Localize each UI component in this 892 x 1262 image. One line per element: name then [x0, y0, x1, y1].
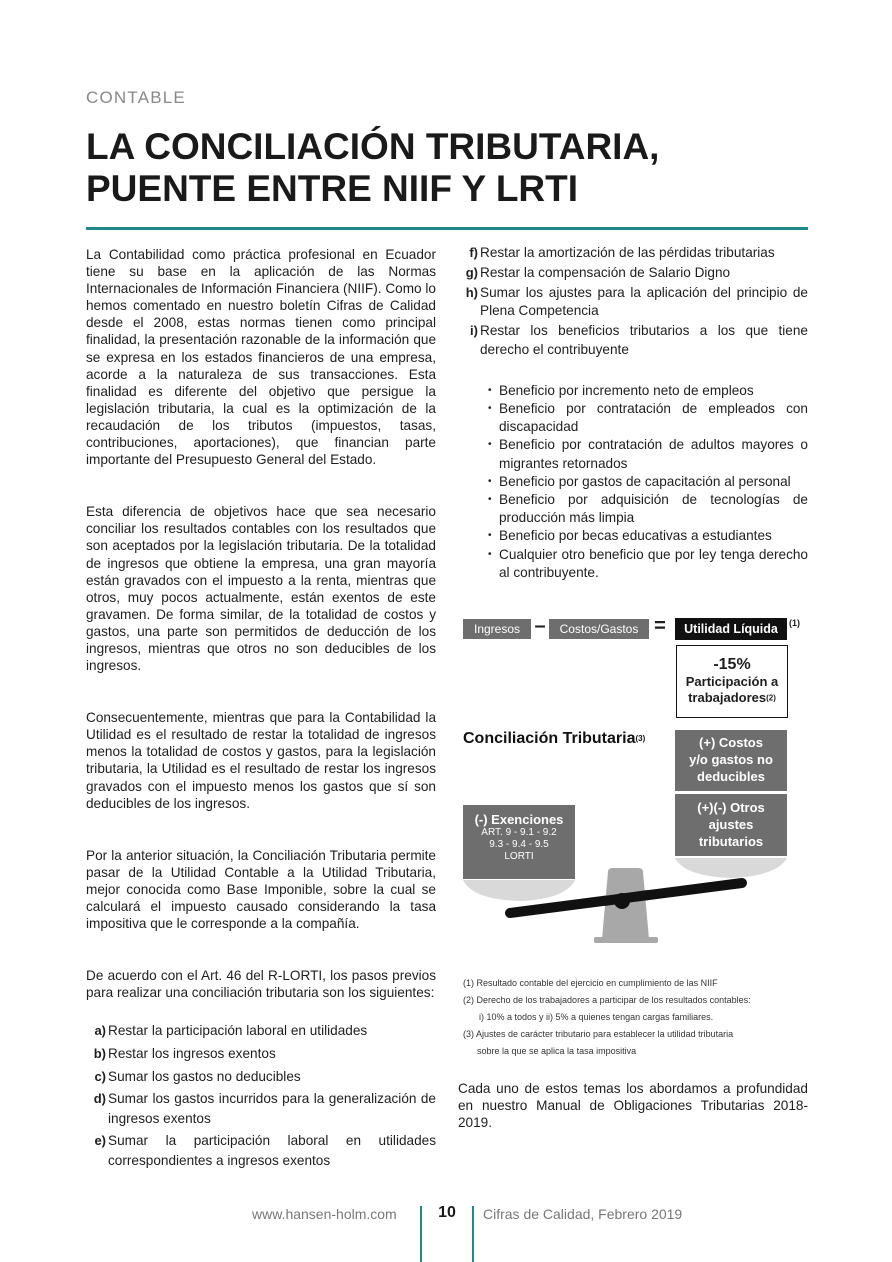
list-key: e): [94, 1133, 106, 1149]
benefits-list: [488, 382, 808, 582]
list-text: Sumar los gastos no deducibles: [108, 1068, 301, 1084]
participacion-box: -15% Participación a trabajadores(2): [676, 645, 788, 718]
conciliacion-label: Conciliación Tributaria$^{(3)}$: [463, 730, 646, 747]
list-item: [86, 1089, 436, 1128]
paragraph: La Contabilidad como práctica profesional en Ecuador tiene su base en la aplicación de las Normas Internacionales de Información Financiera (NIIF). Como lo hemos comentado en nuestro boletín Cifras de Calidad desde el 2008, estas normas tienen como principal finalidad, la presentación razonable de la información que se expresa en los estados financieros de una empresa, acorde a la naturaleza de sus transacciones. Esta finalidad es diferente del objetivo que persigue la legislación tributaria, la cual es la optimización de la recaudación de los tributos (impuestos, tasas, contribuciones, aportaciones), que financian parte importante del Presupuesto General del Estado.: [86, 247, 436, 468]
costos-no-deducibles-box: (+) Costos y/o gastos no deducibles: [675, 730, 787, 791]
minus-sign: –: [534, 615, 546, 637]
list-item: [86, 1044, 436, 1064]
closing-paragraph: Cada uno de estos temas los abordamos a profundidad en nuestro Manual de Obligaciones Tributarias 2018-2019.: [458, 1081, 808, 1131]
scale-fulcrum: [602, 868, 649, 939]
list-key: a): [94, 1023, 106, 1039]
page-title: [86, 126, 806, 210]
footer-divider: [472, 1206, 474, 1262]
list-key: c): [94, 1068, 106, 1084]
bullet-icon: •: [488, 402, 492, 414]
bullet-icon: •: [488, 384, 492, 396]
list-item: [86, 1131, 436, 1170]
benefit-item: [488, 546, 808, 582]
paragraph: Por la anterior situación, la Conciliación Tributaria permite pasar de la Utilidad Contable a la Utilidad Tributaria, mejor conocida como Base Imponible, sobre la cual se calculará el impuesto causado considerando la tasa impositiva que le corresponde a la compañía.: [86, 847, 436, 932]
list-text: Restar los ingresos exentos: [108, 1045, 276, 1061]
right-column: [458, 244, 808, 582]
equals-sign: =: [654, 615, 666, 637]
benefit-item: [488, 400, 808, 436]
footnote: (1) Resultado contable del ejercicio en cumplimiento de las NIIF: [463, 978, 718, 988]
benefit-text: Cualquier otro beneficio que por ley tenga derecho al contribuyente.: [499, 546, 808, 580]
scale-pivot: [614, 893, 630, 909]
paragraph: Consecuentemente, mientras que para la Contabilidad la Utilidad es el resultado de restar la totalidad de ingresos menos la totalidad de costos y gastos, para la legislación tributaria, la Utilidad es el resultado de restar los ingresos gravados con el impuesto menos los gastos que sí son deducibles de los ingresos.: [86, 710, 436, 811]
bullet-icon: •: [488, 548, 492, 560]
footer-website[interactable]: www.hansen-holm.com: [252, 1206, 397, 1222]
ingresos-box: Ingresos: [463, 619, 531, 639]
paragraph: De acuerdo con el Art. 46 del R-LORTI, los pasos previos para realizar una conciliación tributaria son los siguientes:: [86, 968, 436, 1001]
footnotes: [463, 978, 808, 1063]
list-key: i): [470, 323, 478, 339]
benefit-item: [488, 527, 808, 545]
title-divider: [86, 227, 808, 230]
list-text: Restar la compensación de Salario Digno: [480, 264, 731, 280]
bullet-icon: •: [488, 530, 492, 542]
list-text: Restar los beneficios tributarios a los que tiene derecho el contribuyente: [480, 323, 808, 357]
scale-plate-left: [463, 880, 575, 901]
list-text: Sumar los ajustes para la aplicación del principio de Plena Competencia: [480, 284, 808, 319]
list-item: [86, 1067, 436, 1087]
benefit-text: Beneficio por adquisición de tecnologías de producción más limpia: [499, 492, 808, 526]
benefit-text: Beneficio por contratación de adultos mayores o migrantes retornados: [499, 437, 808, 471]
benefit-item: [488, 436, 808, 472]
benefit-text: Beneficio por becas educativas a estudiantes: [499, 528, 772, 544]
list-text: Sumar los gastos incurridos para la generalización de ingresos exentos: [108, 1091, 436, 1126]
page-number: 10: [438, 1204, 456, 1221]
costos-gastos-box: Costos/Gastos: [549, 619, 649, 639]
steps-list: [86, 1021, 436, 1170]
benefit-item: [488, 491, 808, 527]
scale-beam: [510, 883, 742, 913]
list-key: f): [469, 245, 478, 260]
scale-plate-right: [675, 858, 787, 878]
list-text: Restar la participación laboral en utilidades: [108, 1023, 368, 1039]
scale-beam-front: [604, 895, 648, 901]
bullet-icon: •: [488, 494, 492, 505]
list-item: [458, 322, 808, 360]
steps-list: [458, 244, 808, 360]
list-item: [458, 244, 808, 263]
list-item: [86, 1021, 436, 1041]
benefit-text: Beneficio por incremento neto de empleos: [499, 382, 754, 398]
bullet-icon: •: [488, 439, 492, 451]
benefit-item: [488, 473, 808, 491]
otros-ajustes-box: (+)(-) Otros ajustes tributarios: [675, 794, 787, 856]
scale-base: [594, 937, 658, 943]
list-key: g): [465, 264, 478, 280]
exenciones-box: (-) Exenciones ART. 9 - 9.1 - 9.2 9.3 - 9.4 - 9.5 LORTI: [463, 805, 575, 879]
list-item: [458, 284, 808, 322]
footnote: (2) Derecho de los trabajadores a participar de los resultados contables: i) 10% a todos y ii) 5% a quienes tengan cargas familiares.: [463, 995, 751, 1022]
paragraph: Esta diferencia de objetivos hace que sea necesario conciliar los resultados contables con los resultados que son aceptados por la legislación tributaria. De la totalidad de ingresos que obtiene la empresa, una gran mayoría están gravados con el impuesto a la renta, mientras que otros, muy pocos actualmente, están exentos de este gravamen. De forma similar, de la totalidad de costos y gastos, una parte son permitidos de deducción de los ingresos, mientras que otros no son deducibles de los ingresos.: [86, 504, 436, 674]
utilidad-liquida-box: Utilidad Líquida: [675, 618, 787, 640]
title-line: LA CONCILIACIÓN TRIBUTARIA,: [86, 126, 660, 167]
benefit-text: Beneficio por gastos de capacitación al personal: [499, 473, 791, 489]
list-item: [458, 264, 808, 283]
reconciliation-diagram: [458, 612, 814, 952]
list-key: d): [93, 1091, 106, 1107]
footnote-ref: (1): [789, 618, 800, 628]
footer-publication: Cifras de Calidad, Febrero 2019: [483, 1206, 683, 1222]
list-key: b): [93, 1045, 106, 1061]
list-text: Sumar la participación laboral en utilidades correspondientes a ingresos exentos: [108, 1133, 436, 1168]
footnote: (3) Ajustes de carácter tributario para establecer la utilidad tributaria sobre la que se aplica la tasa impositiva: [463, 1029, 734, 1056]
benefit-text: Beneficio por contratación de empleados con discapacidad: [499, 400, 808, 435]
bullet-icon: •: [488, 475, 492, 487]
list-text: Restar la amortización de las pérdidas tributarias: [480, 245, 775, 260]
benefit-item: [488, 382, 808, 400]
left-column: [86, 246, 436, 1174]
list-key: h): [465, 284, 478, 300]
title-line: PUENTE ENTRE NIIF Y LRTI: [86, 168, 579, 209]
section-label: CONTABLE: [86, 88, 186, 107]
